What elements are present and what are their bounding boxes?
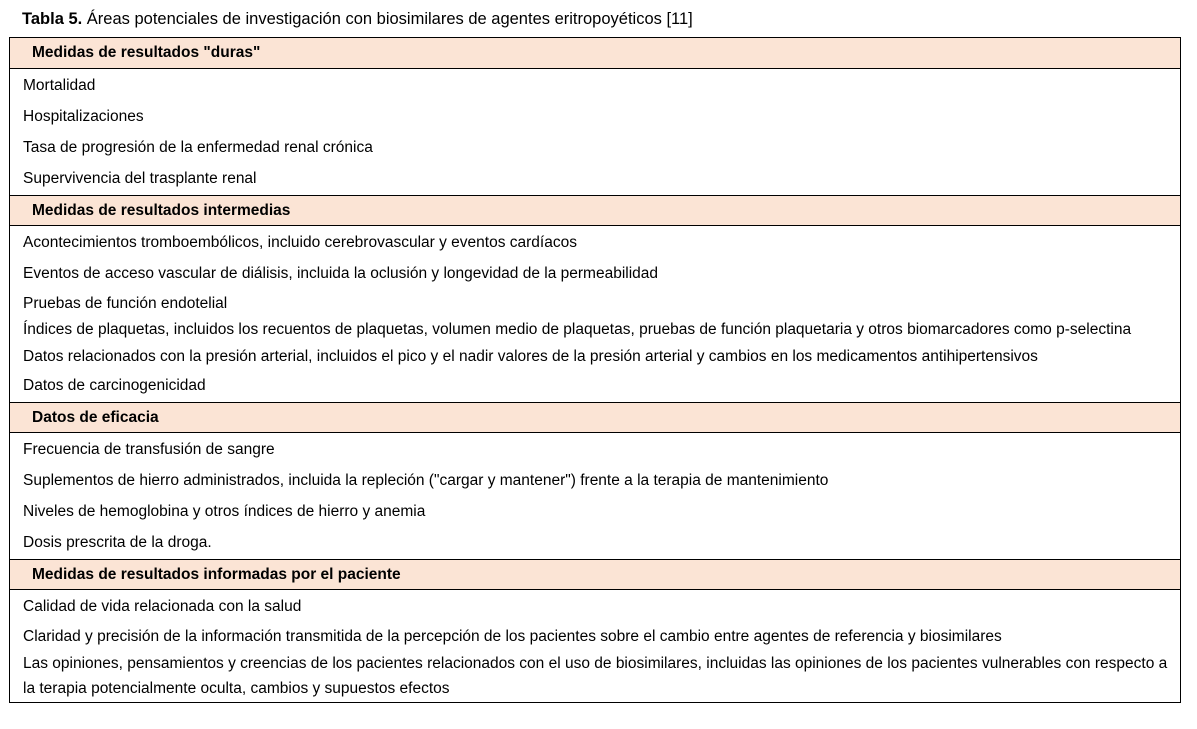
section-header-patient-reported-outcomes: Medidas de resultados informadas por el paciente <box>10 559 1180 590</box>
table-row: Mortalidad <box>23 77 96 94</box>
table-caption-label: Tabla 5. <box>22 10 83 28</box>
table-row: Las opiniones, pensamientos y creencias de los pacientes relacionados con el uso de biosimilares, incluidas las opiniones de los pacientes vulnerables con respecto a la terapia potencialmente oculta, cambios y supuestos efectos <box>23 655 1168 697</box>
table-row: Datos relacionados con la presión arterial, incluidos el pico y el nadir valores de la presión arterial y cambios en los medicamentos antihipertensivos <box>23 347 1038 365</box>
table-row: Hospitalizaciones <box>23 108 144 125</box>
table-row: Eventos de acceso vascular de diálisis, incluida la oclusión y longevidad de la permeabilidad <box>23 265 659 282</box>
table-row: Claridad y precisión de la información transmitida de la percepción de los pacientes sobre el cambio entre agentes de referencia y biosimilares <box>23 628 1002 645</box>
research-areas-table <box>9 37 1181 703</box>
table-row: Niveles de hemoglobina y otros índices de hierro y anemia <box>23 503 426 520</box>
table-row: Suplementos de hierro administrados, incluida la repleción ("cargar y mantener") frente a la terapia de mantenimiento <box>23 472 829 489</box>
table-caption <box>22 8 693 30</box>
section-header-hard-outcomes: Medidas de resultados "duras" <box>10 38 1180 69</box>
section-rows-patient-reported-outcomes <box>10 590 1180 702</box>
table-row: Datos de carcinogenicidad <box>23 377 206 394</box>
section-rows-hard-outcomes <box>10 69 1180 195</box>
table-row: Calidad de vida relacionada con la salud <box>23 598 302 615</box>
table-row: Índices de plaquetas, incluidos los recuentos de plaquetas, volumen medio de plaquetas, pruebas de función plaquetaria y otros biomarcadores como p-selectina <box>23 321 1132 338</box>
table-row: Frecuencia de transfusión de sangre <box>23 441 275 458</box>
table-row: Tasa de progresión de la enfermedad renal crónica <box>23 139 373 156</box>
table-row: Supervivencia del trasplante renal <box>23 170 257 187</box>
section-header-intermediate-outcomes: Medidas de resultados intermedias <box>10 195 1180 226</box>
table-row: Acontecimientos tromboembólicos, incluido cerebrovascular y eventos cardíacos <box>23 234 577 251</box>
section-header-efficacy-data: Datos de eficacia <box>10 402 1180 433</box>
section-rows-efficacy-data <box>10 433 1180 559</box>
table-row: Pruebas de función endotelial <box>23 294 228 312</box>
section-rows-intermediate-outcomes <box>10 226 1180 402</box>
table-row: Dosis prescrita de la droga. <box>23 534 212 551</box>
table-caption-text: Áreas potenciales de investigación con biosimilares de agentes eritropoyéticos [11] <box>82 10 693 28</box>
